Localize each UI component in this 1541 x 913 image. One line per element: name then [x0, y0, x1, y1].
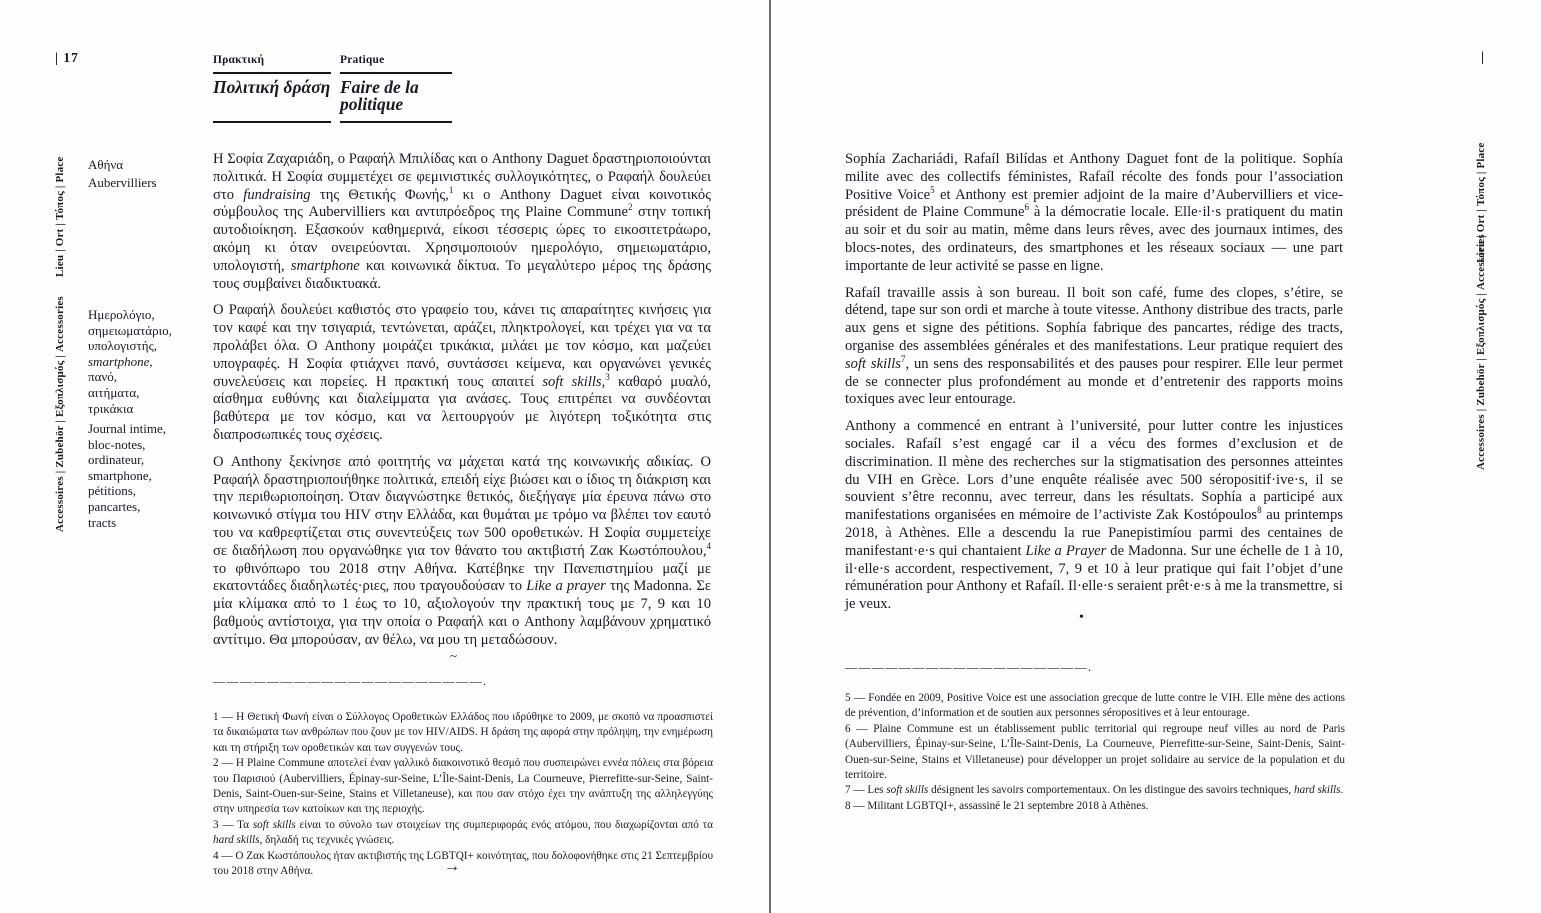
section-label-french: Pratique — [340, 54, 385, 66]
margin-line: υπολογιστής, — [88, 338, 157, 354]
body-text-greek — [213, 151, 711, 659]
header-rule — [213, 72, 331, 74]
margin-accessories-french — [88, 421, 166, 530]
footnote: 2 — Η Plaine Commune αποτελεί έναν γαλλικό διακοινοτικό θεσμό που συσπειρώνει εννέα πόλεις στα βόρεια του Παρισιού (Aubervilliers, Épinay-sur-Seine, L’Île-Saint-Denis, La Courneuve, Pierrefitte-sur-Seine, Saint-Denis, Saint-Ouen-sur-Seine, Stains et Villetaneuse), και που σαν στόχο έχει την ανάπτυξη της αλληλεγγύης στην υπηρεσία των κατοίκων και της περιοχής. — [213, 757, 713, 816]
footnotes-french — [845, 691, 1345, 814]
footnote-separator: ————————————————————. — [213, 674, 488, 688]
paragraph: Sophía Zachariádi, Rafaíl Bilídas et Anthony Daguet font de la politique. Sophía milite avec des collectifs féministes, Rafaíl récolte des fonds pour l’association Positive Voice$^5$ et Anthony est premier adjoint de la maire d’Aubervilliers et vice-président de Plaine Commune$^6$ à la démocratie locale. Elle·il·s pratiquent du matin au soir et du soir au matin, même dans leurs rêves, avec des journaux intimes, des blocs-notes, des ordinateurs, des smartphones et les réseaux sociaux — une part importante de leur activité se passe en ligne. — [845, 151, 1343, 274]
margin-line: pancartes, — [88, 498, 141, 514]
margin-line: τρικάκια — [88, 400, 134, 416]
margin-line: πανό, — [88, 369, 118, 385]
page-number-mark: | — [1481, 50, 1485, 65]
margin-line: smartphone, — [88, 353, 153, 369]
margin-line: Ημερολόγιο, — [88, 307, 155, 322]
footnotes-greek — [213, 710, 713, 879]
margin-line: σημειωματάριο, — [88, 322, 172, 338]
page-divider — [769, 0, 771, 913]
edge-label-accessories-right: Accessoires | Zubehör | Εξοπλισμός | Accessories — [1475, 234, 1487, 470]
page-turn-arrow-icon: → — [444, 858, 460, 875]
paragraph: Η Σοφία Ζαχαριάδη, ο Ραφαήλ Μπιλίδας και ο Anthony Daguet δραστηριοποιούνται πολιτικά. Η Σοφία συμμετέχει σε φεμινιστικές συλλογικότητες, ο Ραφαήλ δουλεύει στο fundraising της Θετικής Φωνής,$^1$ κι ο Anthony Daguet είναι κοινοτικός σύμβουλος της Aubervilliers και αντιπρόεδρος της Plaine Commune$^2$ στην τοπική αυτοδιοίκηση. Εξασκούν καθημερινά, είκοσι τέσσερις ώρες το εικοσιτετράωρο, ακόμη κι όταν ονειρεύονται. Χρησιμοποιούν ημερολόγιο, σημειωματάριο, υπολογιστή, smartphone και κοινωνικά δίκτυα. Το μεγαλύτερο μέρος της δράσης τους συμβαίνει διαδικτυακά. — [213, 151, 711, 292]
margin-line: Αθήνα — [88, 157, 124, 172]
footnote: 1 — Η Θετική Φωνή είναι ο Σύλλογος Οροθετικών Ελλάδος που ιδρύθηκε το 2009, με σκοπό να προασπιστεί τα δικαιώματα των ανθρώπων που ζουν με τον HIV/AIDS. Η δράση της αφορά στην πρόληψη, την ενημέρωση και τη στήριξη των οροθετικών και των συγγενών τους. — [213, 711, 713, 754]
footnote: 4 — Ο Ζακ Κωστόπουλος ήταν ακτιβιστής της LGBTQI+ κοινότητας, που δολοφονήθηκε στις 21 Σεπτεμβρίου του 2018 στην Αθήνα. — [213, 849, 713, 878]
margin-line: ordinateur, — [88, 452, 145, 468]
footnote: 6 — Plaine Commune est un établissement public territorial qui regroupe neuf villes au nord de Paris (Aubervilliers, Épinay-sur-Seine, L’Île-Saint-Denis, La Courneuve, Pierrefitte-sur-Seine, Saint-Denis, Saint-Ouen-sur-Seine, Stains et Villetaneuse) pour développer un projet solidaire au service de la population et du territoire. — [845, 722, 1345, 782]
footnote-separator: ——————————————————. — [845, 660, 1093, 674]
page-number: | 17 — [55, 50, 79, 65]
paragraph: Ο Ραφαήλ δουλεύει καθιστός στο γραφείο του, κάνει τις απαραίτητες κινήσεις για τον καφέ και την τσιγαριά, τεντώνεται, αράζει, πληκτρολογεί, και τρέχει για να τα προλάβει όλα. Ο Anthony μοιράζει τρικάκια, μιλάει με τον κόσμο, και μαζεύει υπογραφές. Η Σοφία φτιάχνει πανό, συντάσσει κείμενα, και οργανώνει γενικές συνελεύσεις και πορείες. Η πρακτική τους απαιτεί soft skills,$^3$ καθαρό μυαλό, αίσθημα ευθύνης και διαλείμματα για ανάσες. Τους επιτρέπει να συνδέονται βαθύτερα με τον κόσμο, και να λειτουργούν με λιγότερη τοξικότητα στις διαπροσωπικές τους σχέσεις. — [213, 302, 712, 443]
section-end-mark: • — [1079, 610, 1084, 625]
footnote: 7 — Les soft skills désignent les savoirs comportementaux. On les distingue des savoirs techniques, hard skills. — [845, 784, 1344, 797]
section-end-mark: ~ — [450, 648, 458, 663]
paragraph: Anthony a commencé en entrant à l’université, pour lutter contre les injustices sociales. Rafaíl s’est engagé car il a vécu des formes d’exclusion et de discrimination. Il mène des recherches sur la stigmatisation des personnes atteintes du VIH en Grèce. Lors d’une enquête réalisée avec 500 séropositif·ive·s, il se souvient s’être reconnu, avec terreur, dans les résultats. Sophía a participé aux manifestations organisées en mémoire de l’activiste Zak Kostópoulos$^8$ au printemps 2018, à Athènes. Elle a descendu la rue Panepistimíou parmi des centaines de manifestant·e·s qui chantaient Like a Prayer de Madonna. Sur une échelle de 1 à 10, il·elle·s accordent, respectivement, 7, 9 et 10 à leur pratique qui fait l’objet d’une rémunération pour Anthony et Rafaíl. Il·elle·s seraient prêt·e·s à me la transmettre, si je veux. — [845, 418, 1344, 613]
page-title-greek: Πολιτική δράση — [213, 77, 331, 97]
edge-label-place-left: Lieu | Ort | Τόπος | Place — [54, 156, 66, 277]
margin-line: smartphone, — [88, 467, 152, 483]
header-rule — [340, 72, 452, 74]
margin-line: tracts — [88, 514, 117, 530]
footnote: 3 — Τα soft skills είναι το σύνολο των στοιχείων της συμπεριφοράς ενός ατόμου, που διαχωρίζονται από τα hard skills, δηλαδή τις τεχνικές γνώσεις. — [213, 818, 713, 847]
margin-line: pétitions, — [88, 483, 137, 499]
margin-line: Journal intime, — [88, 421, 166, 436]
body-text-french — [845, 151, 1343, 623]
edge-label-place-right: Lieu | Ort | Τόπος | Place — [1475, 142, 1487, 263]
header-rule — [213, 121, 331, 123]
footnote: 5 — Fondée en 2009, Positive Voice est une association grecque de lutte contre le VIH. Elle mène des actions de prévention, d’information et de soutien aux personnes séropositives et à leur entourage. — [845, 692, 1345, 720]
footnote: 8 — Militant LGBTQI+, assassiné le 21 septembre 2018 à Athènes. — [845, 799, 1149, 812]
paragraph: Rafaíl travaille assis à son bureau. Il boit son café, fume des clopes, s’étire, se détend, tape sur son ordi et marche à toute vitesse. Anthony distribue des tracts, parle aux gens et signe des pétitions. Sophía fabrique des pancartes, rédige des tracts, organise des assemblées générales et des manifestations. Leur pratique requiert des soft skills$^7$, un sens des responsabilités et des pauses pour respirer. Elle leur permet de se connecter plus profondément au monde et d’entretenir des rapports moins toxiques avec leur entourage. — [845, 284, 1343, 408]
page-title-french: Faire de la politique — [340, 77, 419, 114]
margin-accessories-greek — [88, 307, 172, 416]
margin-line: bloc-notes, — [88, 436, 146, 452]
edge-label-accessories-left: Accessoires | Zubehör | Εξοπλισμός | Accessories — [54, 296, 66, 532]
header-rule — [340, 121, 452, 123]
margin-line: Aubervilliers — [88, 174, 157, 190]
paragraph: Ο Anthony ξεκίνησε από φοιτητής να μάχεται κατά της κοινωνικής αδικίας. Ο Ραφαήλ δραστηριοποιήθηκε πολιτικά, επειδή είχε βιώσει και ο ίδιος τη διάκριση και την περιθωριοποίηση. Όταν διαγνώστηκε θετικός, διεξήγαγε μία έρευνα πάνω στο κοινωνικό στίγμα του HIV στην Ελλάδα, και θυμάται με τρόμο να βλέπει τον εαυτό του να καθρεφτίζεται στις συνεντεύξεις των 500 οροθετικών. Η Σοφία συμμετείχε σε διαδήλωση που οργανώθηκε για τον θάνατο του ακτιβιστή Ζακ Κωστόπουλου,$^4$ το φθινόπωρο του 2018 στην Αθήνα. Κατέβηκε την Πανεπιστημίου μαζί με εκατοντάδες διαδηλωτές·ριες, που τραγουδούσαν το Like a prayer της Madonna. Σε μία κλίμακα από το 1 έως το 10, αξιολογούν την πρακτική τους με 7, 9 και 10 βαθμούς αντίστοιχα, για την οποία ο Ραφαήλ και ο Anthony λαμβάνουν χρηματικό αντίτιμο. Θα μπορούσαν, αν θέλω, να μου τη μεταδώσουν. — [213, 453, 711, 648]
margin-place — [88, 156, 157, 191]
section-label-greek: Πρακτική — [213, 54, 265, 66]
margin-line: αιτήματα, — [88, 384, 140, 400]
